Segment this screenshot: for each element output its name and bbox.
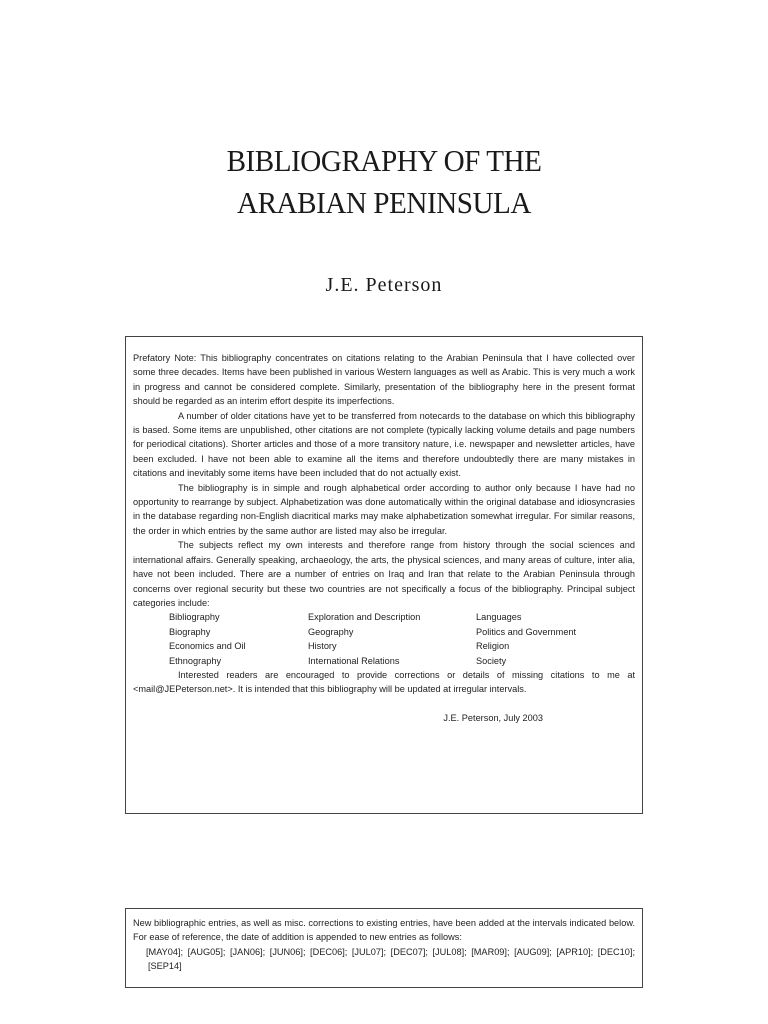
subject-category: Ethnography bbox=[169, 655, 222, 666]
subject-category: History bbox=[308, 641, 337, 652]
subject-category: Politics and Government bbox=[476, 626, 577, 637]
prefatory-paragraph-5: Interested readers are encouraged to provide corrections or details of missing citations to me at <mail@JEPeterson.net>. It is intended that this bibliography will be updated at irregular intervals. bbox=[133, 669, 635, 695]
subject-category: Languages bbox=[476, 612, 522, 623]
subject-category: Religion bbox=[476, 641, 510, 652]
subject-category: Biography bbox=[169, 626, 211, 637]
prefatory-note-box bbox=[125, 336, 643, 814]
subject-category: Geography bbox=[308, 626, 354, 637]
update-date-codes: [MAY04]; [AUG05]; [JAN06]; [JUN06]; [DEC06]; [JUL07]; [DEC07]; [JUL08]; [MAR09]; [AUG09]; [APR10]; [DEC10]; [SEP14] bbox=[146, 946, 635, 972]
update-note-text: New bibliographic entries, as well as misc. corrections to existing entries, have been added at the intervals indicated below. For ease of reference, the date of addition is appended to new entries as follows: bbox=[133, 918, 635, 943]
signature: J.E. Peterson, July 2003 bbox=[443, 712, 543, 723]
subject-category: Economics and Oil bbox=[169, 641, 246, 652]
title-line-1: BIBLIOGRAPHY OF THE bbox=[226, 143, 542, 178]
subject-category: Exploration and Description bbox=[308, 612, 421, 623]
subject-category: International Relations bbox=[308, 655, 400, 666]
title-line-2: ARABIAN PENINSULA bbox=[237, 185, 531, 220]
document-title bbox=[0, 140, 768, 224]
prefatory-paragraph-3: The bibliography is in simple and rough alphabetical order according to author only because I have had no opportunity to rearrange by subject. Alphabetization was done automatically within the original database and idiosyncrasies in the database regarding non-English diacritical marks may make alphabetization somewhat irregular. For similar reasons, the order in which entries by the same author are listed may also be irregular. bbox=[133, 482, 635, 536]
author-name: J.E. Peterson bbox=[325, 274, 443, 296]
prefatory-paragraph-4: The subjects reflect my own interests and therefore range from history through the social sciences and international affairs. Generally speaking, archaeology, the arts, the physical sciences, and many areas of culture, inter alia, have not been included. There are a number of entries on Iraq and Iran that relate to the Arabian Peninsula through concerns over regional security but these two countries are not specifically a focus of the bibliography. Principal subject categories include: bbox=[133, 540, 635, 608]
subject-category: Bibliography bbox=[169, 612, 220, 623]
prefatory-paragraph-1: Prefatory Note: This bibliography concentrates on citations relating to the Arabian Peninsula that I have collected over some three decades. Items have been published in various Western languages as well as Arabic. This is very much a work in progress and cannot be considered complete. Similarly, presentation of the bibliography here in the present format should be regarded as an interim effort despite its imperfections. bbox=[133, 353, 635, 407]
update-note-box bbox=[125, 908, 643, 988]
subject-category: Society bbox=[476, 655, 507, 666]
subject-categories-list bbox=[169, 610, 635, 668]
prefatory-paragraph-2: A number of older citations have yet to be transferred from notecards to the database on which this bibliography is based. Some items are unpublished, other citations are not complete (typically lacking volume details and page numbers for periodical citations). Shorter articles and those of a more transitory nature, i.e. newspaper and newsletter articles, have been excluded. I have not been able to examine all the items and therefore undoubtedly there are many mistakes in citations and inevitably some items have been included that do not actually exist. bbox=[133, 410, 635, 479]
